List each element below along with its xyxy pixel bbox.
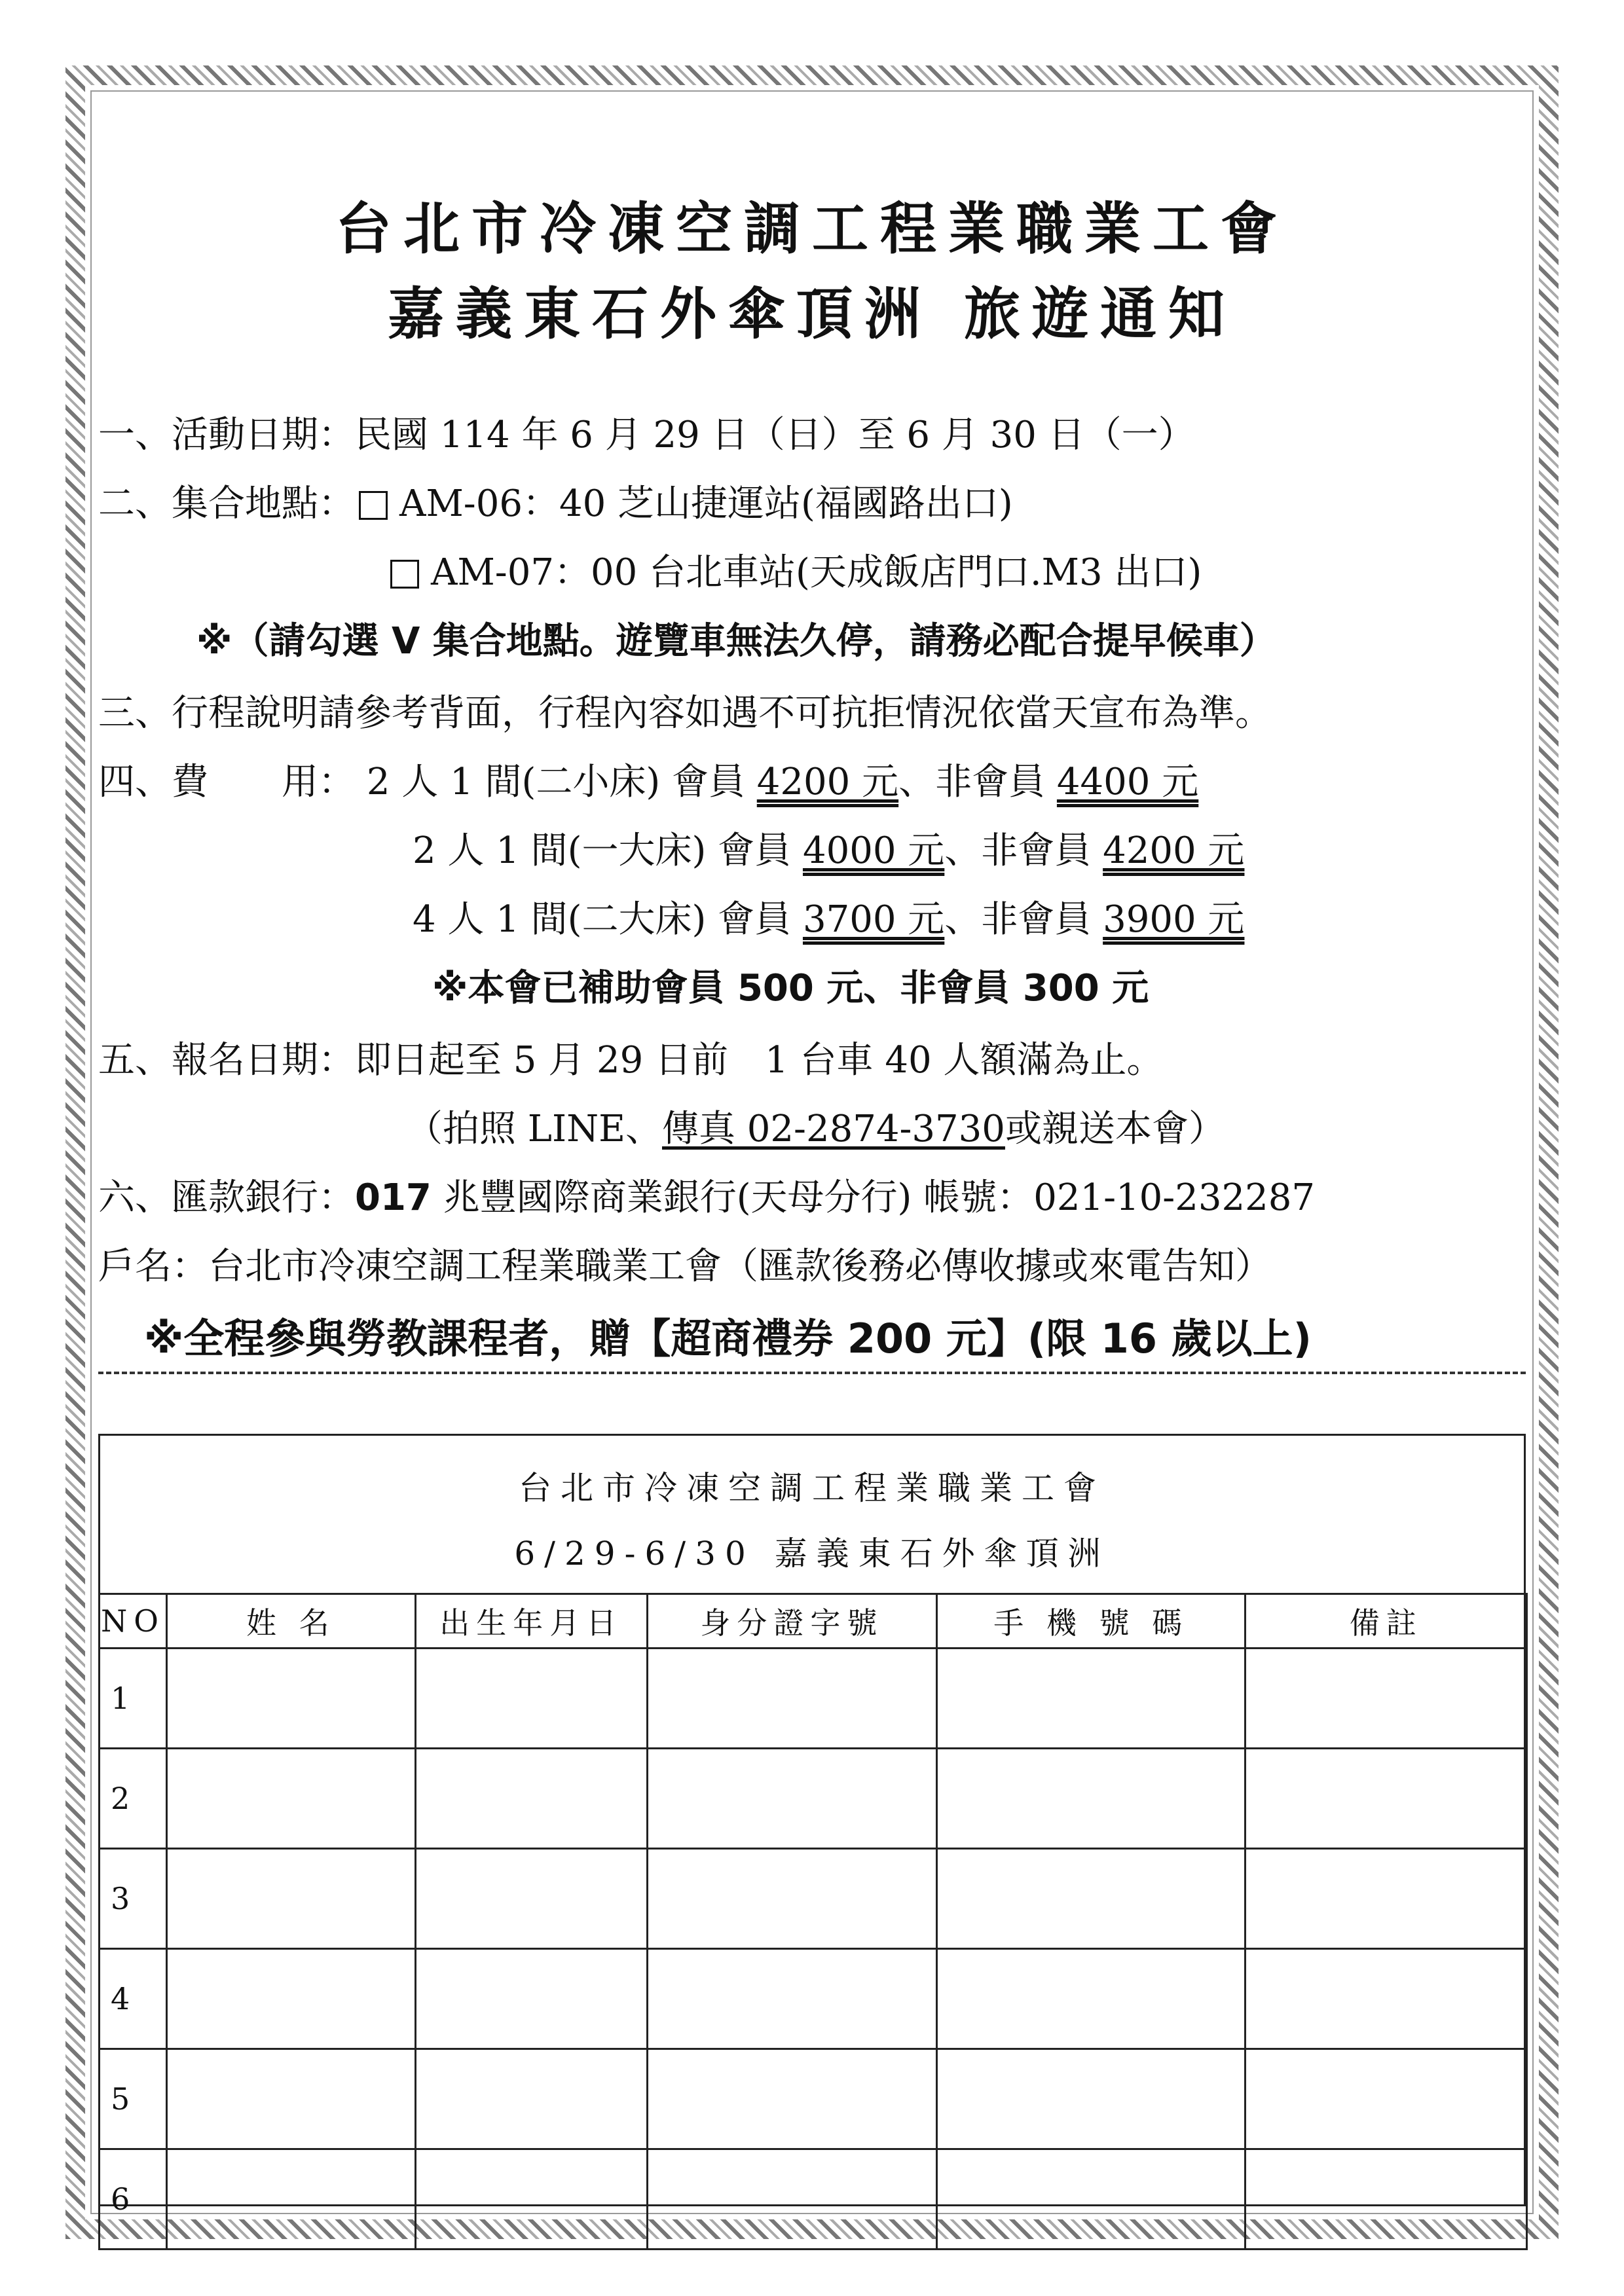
phone-cell[interactable]: [936, 1949, 1246, 2049]
note-cell[interactable]: [1246, 1849, 1527, 1949]
id-cell[interactable]: [647, 2049, 936, 2149]
birthdate-cell[interactable]: [415, 1649, 647, 1749]
fee-room: 2 人 1 間(二小床) 會員: [366, 761, 745, 803]
birthdate-cell[interactable]: [415, 1849, 647, 1949]
fee-nonmember: 3900 元: [1103, 898, 1245, 941]
registration-form: [98, 1434, 1526, 2217]
form-heading-trip: 6/29-6/30 嘉義東石外傘頂洲: [514, 1535, 1110, 1573]
col-birthdate: 出生年月日: [415, 1594, 647, 1649]
table-row: [100, 1949, 1527, 2049]
meeting-point-1: [98, 475, 1013, 527]
phone-cell[interactable]: [936, 2049, 1246, 2149]
row-number: 3: [100, 1849, 167, 1949]
itinerary-note: 三、行程說明請參考背面，行程內容如遇不可抗拒情況依當天宣布為準。: [98, 692, 1272, 735]
note-cell[interactable]: [1246, 1749, 1527, 1849]
name-cell[interactable]: [166, 1649, 415, 1749]
union-title: 台北市冷凍空調工程業職業工會: [335, 196, 1289, 262]
note-cell[interactable]: [1246, 2049, 1527, 2149]
fee-row-1: [98, 753, 1198, 805]
name-cell[interactable]: [166, 1949, 415, 2049]
fee-row-2: [413, 822, 1244, 874]
birthdate-cell[interactable]: [415, 2149, 647, 2250]
fee-room: 2 人 1 間(一大床) 會員: [413, 829, 792, 872]
fee-nonmember: 4200 元: [1103, 829, 1245, 872]
fee-member: 4000 元: [802, 829, 945, 872]
meeting-label: 二、集合地點：: [98, 483, 355, 525]
bonus-note: ※全程參與勞教課程者，贈【超商禮券 200 元】(限 16 歲以上): [144, 1315, 1312, 1362]
meeting-checkbox-2[interactable]: [390, 560, 419, 589]
col-id-number: 身分證字號: [647, 1594, 936, 1649]
cut-line: [98, 1372, 1526, 1374]
row-number: 1: [100, 1649, 167, 1749]
row-number: 5: [100, 2049, 167, 2149]
note-cell[interactable]: [1246, 2149, 1527, 2250]
bank-label: 六、匯款銀行：: [98, 1176, 355, 1219]
name-cell[interactable]: [166, 2149, 415, 2250]
activity-date: 一、活動日期：民國 114 年 6 月 29 日（日）至 6 月 30 日（一）: [98, 414, 1195, 456]
signup-date: 五、報名日期：即日起至 5 月 29 日前 1 台車 40 人額滿為止。: [98, 1039, 1164, 1082]
table-header-row: [100, 1594, 1527, 1649]
col-note: 備註: [1246, 1594, 1527, 1649]
meeting-point-2: [386, 543, 1202, 596]
row-number: 6: [100, 2149, 167, 2250]
id-cell[interactable]: [647, 1749, 936, 1849]
birthdate-cell[interactable]: [415, 2049, 647, 2149]
meeting-option-1: AM-06：40 芝山捷運站(福國路出口): [399, 483, 1013, 525]
phone-cell[interactable]: [936, 2149, 1246, 2250]
fee-nonmember: 4400 元: [1056, 761, 1199, 803]
fee-member: 3700 元: [802, 898, 945, 941]
col-no: NO: [100, 1594, 167, 1649]
subsidy-note: ※本會已補助會員 500 元、非會員 300 元: [432, 967, 1149, 1010]
id-cell[interactable]: [647, 2149, 936, 2250]
phone-cell[interactable]: [936, 1849, 1246, 1949]
fee-member: 4200 元: [756, 761, 899, 803]
id-cell[interactable]: [647, 1649, 936, 1749]
signup-method-pre: （拍照 LINE、: [406, 1108, 662, 1150]
registration-table: [98, 1593, 1528, 2250]
trip-title: 嘉義東石外傘頂洲 旅遊通知: [388, 282, 1236, 347]
fee-sep: 、非會員: [944, 898, 1092, 941]
form-heading-union: 台北市冷凍空調工程業職業工會: [519, 1469, 1105, 1507]
name-cell[interactable]: [166, 1849, 415, 1949]
fee-sep: 、非會員: [944, 829, 1092, 872]
row-number: 2: [100, 1749, 167, 1849]
fee-room: 4 人 1 間(二大床) 會員: [413, 898, 792, 941]
note-cell[interactable]: [1246, 1649, 1527, 1749]
bank-detail: 兆豐國際商業銀行(天母分行) 帳號：021-10-232287: [431, 1176, 1315, 1219]
table-row: [100, 2149, 1527, 2250]
note-cell[interactable]: [1246, 1949, 1527, 2049]
phone-cell[interactable]: [936, 1649, 1246, 1749]
name-cell[interactable]: [166, 2049, 415, 2149]
meeting-checkbox-1[interactable]: [359, 491, 388, 520]
col-phone: 手 機 號 碼: [936, 1594, 1246, 1649]
table-row: [100, 1749, 1527, 1849]
account-name: 戶名：台北市冷凍空調工程業職業工會（匯款後務必傳收據或來電告知）: [98, 1245, 1272, 1288]
fee-label: 四、費 用：: [98, 761, 355, 803]
table-row: [100, 1849, 1527, 1949]
birthdate-cell[interactable]: [415, 1949, 647, 2049]
bank-info: [98, 1169, 1315, 1221]
col-name: 姓 名: [166, 1594, 415, 1649]
meeting-option-2: AM-07：00 台北車站(天成飯店門口.M3 出口): [431, 551, 1202, 594]
id-cell[interactable]: [647, 1849, 936, 1949]
birthdate-cell[interactable]: [415, 1749, 647, 1849]
signup-method: [406, 1100, 1225, 1152]
table-row: [100, 1649, 1527, 1749]
signup-fax: 傳真 02-2874-3730: [662, 1108, 1005, 1150]
row-number: 4: [100, 1949, 167, 2049]
signup-method-post: 或親送本會）: [1005, 1108, 1225, 1150]
phone-cell[interactable]: [936, 1749, 1246, 1849]
name-cell[interactable]: [166, 1749, 415, 1849]
meeting-note: ※（請勾選 V 集合地點。遊覽車無法久停，請務必配合提早候車）: [196, 620, 1276, 663]
fee-sep: 、非會員: [898, 761, 1046, 803]
table-row: [100, 2049, 1527, 2149]
id-cell[interactable]: [647, 1949, 936, 2049]
fee-row-3: [413, 890, 1244, 943]
bank-code: 017: [355, 1176, 432, 1219]
